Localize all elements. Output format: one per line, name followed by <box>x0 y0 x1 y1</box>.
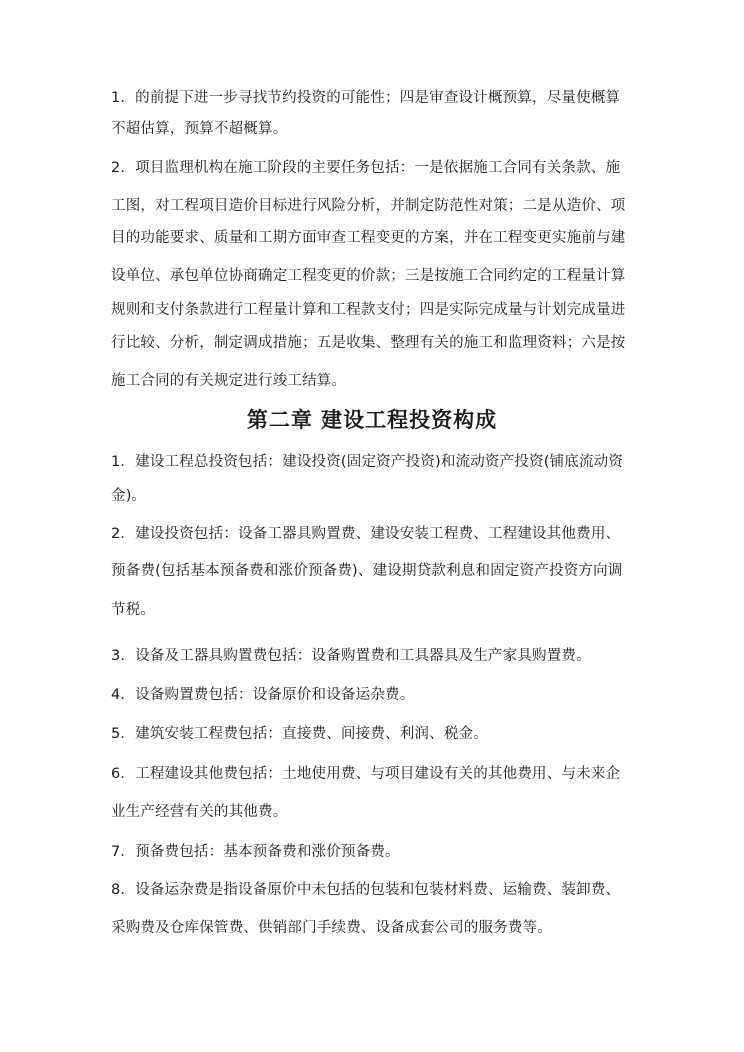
paragraph-line: 2．建设投资包括：设备工器具购置费、建设安装工程费、工程建设其他费用、 <box>111 526 621 542</box>
paragraph-line: 5．建筑安装工程费包括：直接费、间接费、利润、税金。 <box>111 726 488 742</box>
paragraph-line: 业生产经营有关的其他费。 <box>111 804 288 820</box>
paragraph-line: 采购费及仓库保管费、供销部门手续费、设备成套公司的服务费等。 <box>111 920 552 936</box>
paragraph-line: 不超估算，预算不超概算。 <box>111 121 288 137</box>
paragraph-line: 节税。 <box>111 602 156 618</box>
paragraph-line: 施工合同的有关规定进行竣工结算。 <box>111 373 347 389</box>
paragraph-line: 1．建设工程总投资包括：建设投资(固定资产投资)和流动资产投资(铺底流动资 <box>111 454 624 470</box>
paragraph-line: 预备费(包括基本预备费和涨价预备费)、建设期贷款利息和固定资产投资方向调 <box>111 563 623 579</box>
paragraph-line: 金)。 <box>111 488 147 504</box>
paragraph-line: 3．设备及工器具购置费包括：设备购置费和工具器具及生产家具购置费。 <box>111 648 591 664</box>
paragraph-line: 1．的前提下进一步寻找节约投资的可能性；四是审查设计概预算，尽量使概算 <box>111 90 621 106</box>
paragraph-line: 7．预备费包括：基本预备费和涨价预备费。 <box>111 844 400 860</box>
paragraph-line: 8．设备运杂费是指设备原价中未包括的包装和包装材料费、运输费、装卸费、 <box>111 882 621 898</box>
paragraph-line: 6．工程建设其他费包括：土地使用费、与项目建设有关的其他费用、与未来企 <box>111 766 621 782</box>
paragraph-line: 设单位、承包单位协商确定工程变更的价款；三是按施工合同约定的工程量计算 <box>111 268 626 284</box>
paragraph-line: 行比较、分析，制定调成措施；五是收集、整理有关的施工和监理资料；六是按 <box>111 335 626 351</box>
paragraph-line: 工图，对工程项目造价目标进行风险分析，并制定防范性对策；二是从造价、项 <box>111 198 626 214</box>
paragraph-line: 目的功能要求、质量和工期方面审查工程变更的方案，并在工程变更实施前与建 <box>111 230 626 246</box>
paragraph-line: 4．设备购置费包括：设备原价和设备运杂费。 <box>111 687 415 703</box>
paragraph-line: 规则和支付条款进行工程量计算和工程款支付；四是实际完成量与计划完成量进 <box>111 302 626 318</box>
paragraph-line: 2．项目监理机构在施工阶段的主要任务包括：一是依据施工合同有关条款、施 <box>111 160 621 176</box>
chapter-title: 第二章 建设工程投资构成 <box>246 408 498 432</box>
